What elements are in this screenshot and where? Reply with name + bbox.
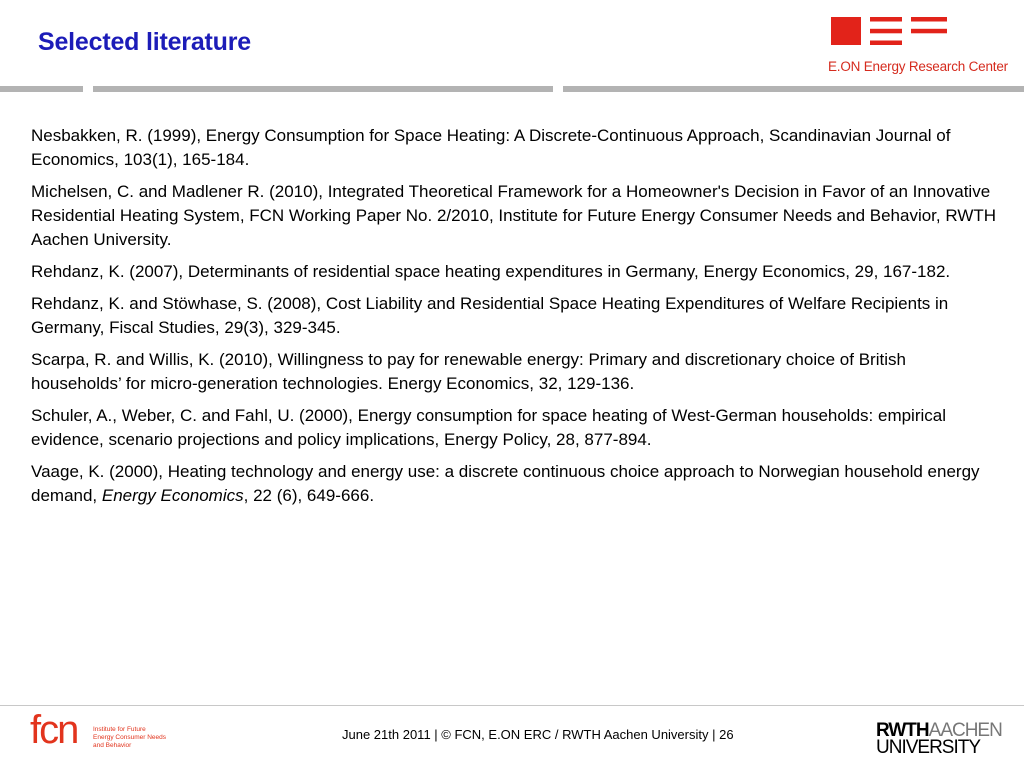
reference-item: Rehdanz, K. (2007), Determinants of residential space heating expenditures in Germany, Energy Economics, 29, 167-182. <box>31 262 951 281</box>
header-bar-segment-2 <box>93 86 553 92</box>
rwth-logo <box>876 722 1002 756</box>
fcn-logo-word: fcn <box>30 708 78 752</box>
reference-text: , 22 (6), 649-666. <box>243 486 375 505</box>
reference-item: Scarpa, R. and Willis, K. (2010), Willingness to pay for renewable energy: Primary and discretionary choice of British households’ for micro-generation technologies. Energy Economics, 32, 129-136. <box>31 350 906 393</box>
fcn-logo-line: and Behavior <box>93 742 132 749</box>
fcn-logo-line: Energy Consumer Needs <box>93 734 166 741</box>
journal-name: Energy Economics <box>101 486 244 505</box>
slide-title: Selected literature <box>38 28 251 56</box>
footer-text: June 21th 2011 | © FCN, E.ON ERC / RWTH Aachen University | 26 <box>342 727 734 742</box>
fcn-logo-subtitle <box>93 726 166 750</box>
rwth-logo-part: AACHEN <box>928 720 1002 741</box>
reference-list <box>31 124 999 516</box>
eon-erc-logo-text: E.ON Energy Research Center <box>828 59 1008 74</box>
reference-item: Nesbakken, R. (1999), Energy Consumption for Space Heating: A Discrete-Continuous Approach, Scandinavian Journal of Economics, 103(1), 165-184. <box>31 126 951 169</box>
eon-erc-logo-icon <box>831 15 949 47</box>
reference-item: Michelsen, C. and Madlener R. (2010), Integrated Theoretical Framework for a Homeowner's Decision in Favor of an Innovative Residential Heating System, FCN Working Paper No. 2/2010, Institute for Future Energy Consumer Needs and Behavior, RWTH Aachen University. <box>31 182 997 249</box>
rwth-logo-part: UNIVERSITY <box>876 737 981 758</box>
reference-item: Rehdanz, K. and Stöwhase, S. (2008), Cost Liability and Residential Space Heating Expenditures of Welfare Recipients in Germany, Fiscal Studies, 29(3), 329-345. <box>31 294 949 337</box>
fcn-logo-line: Institute for Future <box>93 726 146 733</box>
reference-text: Vaage, K. (2000), Heating technology and energy use: a discrete continuous choice approach to Norwegian household energy demand, <box>31 462 980 505</box>
reference-item <box>31 460 999 508</box>
header-bar-segment-1 <box>0 86 83 92</box>
header-bar-segment-3 <box>563 86 1024 92</box>
rwth-logo-part: RWTH <box>876 720 929 741</box>
fcn-logo <box>30 708 180 757</box>
reference-item: Schuler, A., Weber, C. and Fahl, U. (2000), Energy consumption for space heating of West-German households: empirical evidence, scenario projections and policy implications, Energy Policy, 28, 877-894. <box>31 406 947 449</box>
eon-erc-logo <box>828 15 1008 75</box>
footer-divider <box>0 705 1024 706</box>
